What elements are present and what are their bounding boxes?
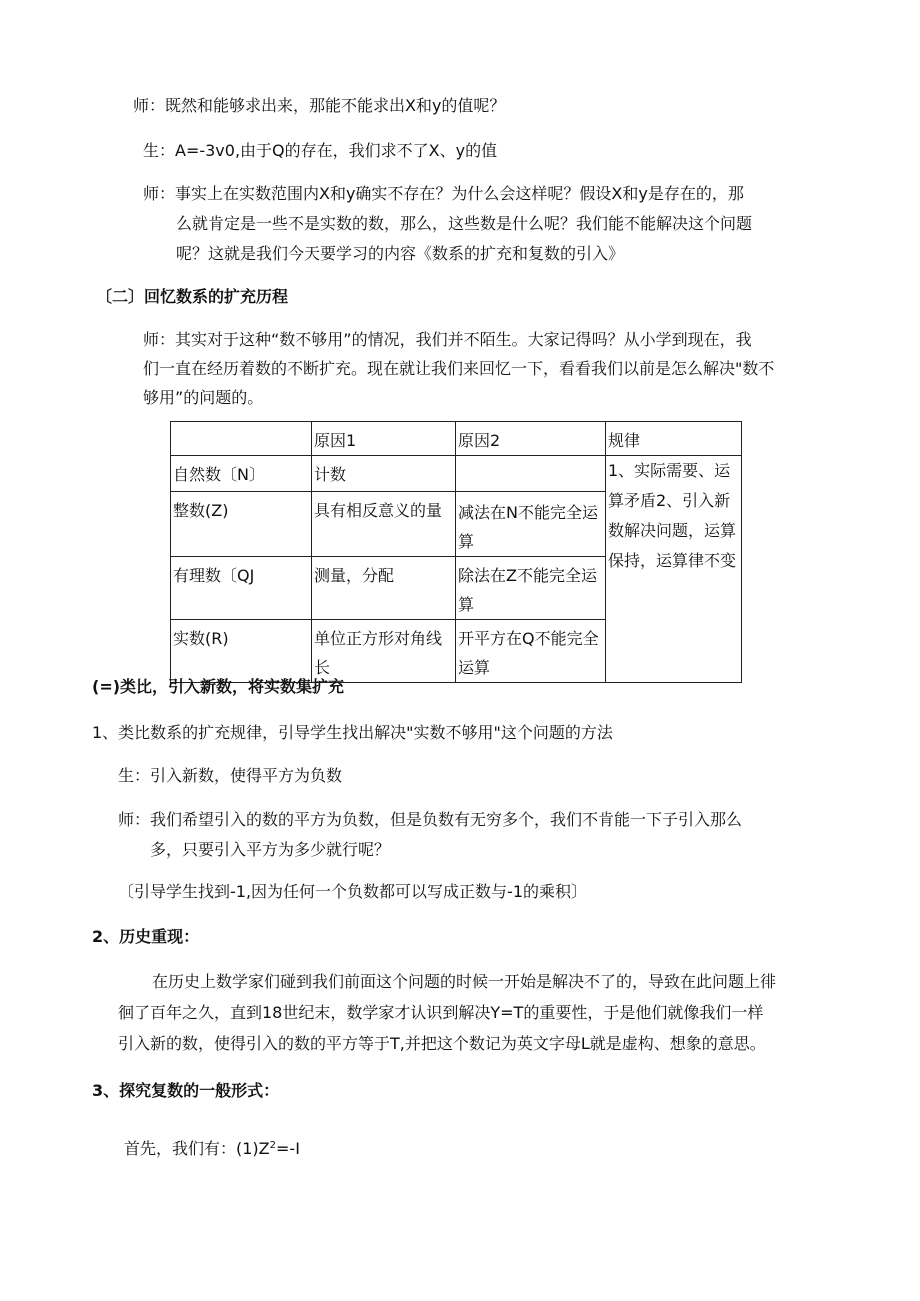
number-system-table (170, 421, 742, 683)
item-2-heading: 2、历史重现： (92, 927, 200, 946)
row-natural-reason-2 (456, 456, 606, 492)
history-line-a: 在历史上数学家们碰到我们前面这个问题的时候一开始是解决不了的，导致在此问题上徘 (152, 972, 777, 991)
row-rational-reason-2: 除法在Z不能完全运算 (456, 557, 606, 620)
first-formula-tail: =-I (276, 1139, 300, 1158)
teacher-line-3a: 师：我们希望引入的数的平方为负数，但是负数有无穷多个，我们不肯能一下子引入那么 (118, 810, 743, 829)
first-formula (124, 1134, 300, 1161)
item-3-heading: 3、探究复数的一般形式： (92, 1081, 280, 1100)
teacher-line-2a: 师：事实上在实数范围内X和y确实不存在？为什么会这样呢？假设X和y是存在的，那 (143, 184, 744, 203)
rule-cell: 1、实际需要、运算矛盾2、引入新数解决问题，运算保持，运算律不变 (606, 456, 742, 683)
section-2-para-c: 够用”的问题的。 (143, 388, 264, 407)
teacher-line-2c: 呢？这就是我们今天要学习的内容《数系的扩充和复数的引入》 (176, 244, 625, 263)
student-line-1: 生：A=-3v0,由于Q的存在，我们求不了X、y的值 (143, 141, 498, 160)
header-rule: 规律 (606, 422, 742, 456)
item-1: 1、类比数系的扩充规律，引导学生找出解决"实数不够用"这个问题的方法 (92, 723, 613, 742)
row-real-reason-2: 开平方在Q不能完全运算 (456, 620, 606, 683)
first-formula-text: 首先，我们有：(1)Z (124, 1139, 270, 1158)
row-rational-name: 有理数〔QJ (171, 557, 312, 620)
row-integer-name: 整数(Z) (171, 492, 312, 557)
teacher-line-2b: 么就肯定是一些不是实数的数，那么，这些数是什么呢？我们能不能解决这个问题 (176, 214, 753, 233)
teacher-line-1: 师：既然和能够求出来，那能不能求出X和y的值呢？ (133, 96, 506, 115)
header-blank (171, 422, 312, 456)
row-integer-reason-1: 具有相反意义的量 (312, 492, 456, 557)
header-reason-2: 原因2 (456, 422, 606, 456)
history-line-b: 徊了百年之久，直到18世纪末，数学家才认识到解决Y=T的重要性，于是他们就像我们一样 (118, 1003, 764, 1022)
student-line-2: 生：引入新数，使得平方为负数 (118, 766, 343, 785)
guide-note: 〔引导学生找到-1,因为任何一个负数都可以写成正数与-1的乘积〕 (118, 882, 587, 901)
first-formula-exponent: 2 (269, 1140, 277, 1151)
row-real-reason-1: 单位正方形对角线长 (312, 620, 456, 683)
row-integer-reason-2: 减法在N不能完全运算 (456, 492, 606, 557)
teacher-line-3b: 多，只要引入平方为多少就行呢？ (150, 840, 391, 859)
section-2-para-b: 们一直在经历着数的不断扩充。现在就让我们来回忆一下，看看我们以前是怎么解决"数不 (143, 359, 775, 378)
section-3-heading: (=)类比，引入新数，将实数集扩充 (92, 677, 345, 696)
row-natural-reason-1: 计数 (312, 456, 456, 492)
section-2-heading: 〔二〕回忆数系的扩充历程 (96, 287, 289, 306)
section-2-para-a: 师：其实对于这种“数不够用”的情况，我们并不陌生。大家记得吗？从小学到现在，我 (143, 330, 752, 349)
header-reason-1: 原因1 (312, 422, 456, 456)
history-line-c: 引入新的数，使得引入的数的平方等于T,并把这个数记为英文字母L就是虚构、想象的意思。 (118, 1034, 766, 1053)
row-rational-reason-1: 测量，分配 (312, 557, 456, 620)
row-real-name: 实数(R) (171, 620, 312, 683)
row-natural-name: 自然数〔N〕 (171, 456, 312, 492)
